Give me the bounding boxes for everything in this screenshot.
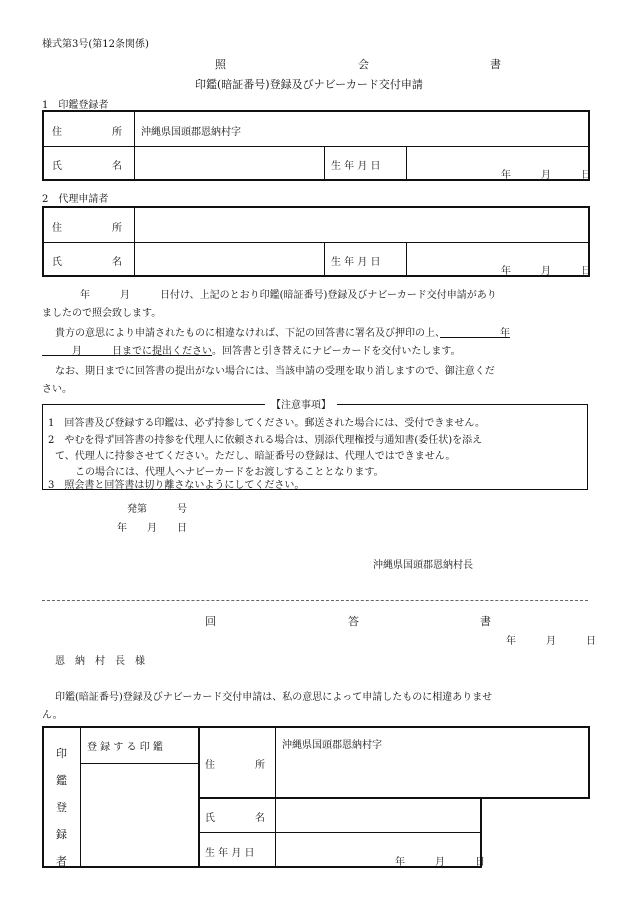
proxy-name-label: 氏 名 <box>52 257 122 268</box>
proxy-birth-label: 生 年 月 日 <box>331 257 381 268</box>
registrant-table <box>42 110 590 181</box>
reply-date: 年 月 日 <box>506 636 596 647</box>
notice-item-2a: 2 やむを得ず回答書の持参を代理人に依頼される場合は、別添代理権授与通知書(委任状)を添え <box>48 435 483 446</box>
proxy-address-label: 住 所 <box>52 223 122 234</box>
paragraph-2-line-2 <box>42 342 461 357</box>
side-label-char: 登 <box>56 801 67 814</box>
reply-addressee: 恩 納 村 長 様 <box>55 656 145 667</box>
notice-item-2b: て、代理人に持参させてください。ただし、暗証番号の登録は、代理人ではできません。 <box>55 451 456 462</box>
reply-address-label: 住 所 <box>205 760 265 771</box>
form-number: 様式第3号(第12条関係) <box>42 39 149 50</box>
seal-impression-area[interactable] <box>82 765 196 865</box>
side-label-char: 印 <box>56 747 67 760</box>
section-registrant-heading: 1 印鑑登録者 <box>42 100 109 111</box>
paragraph-1-line-2: ましたので照会致します。 <box>42 308 162 319</box>
reply-address-value: 沖縄県国頭郡恩納村字 <box>282 740 382 751</box>
reply-statement-line-2: ん。 <box>42 710 63 721</box>
registrant-address-label: 住 所 <box>52 127 122 138</box>
seal-label: 登 録 す る 印 鑑 <box>87 742 163 753</box>
paragraph-3-line-2: さい。 <box>42 384 72 395</box>
notice-item-1: 1 回答書及び登録する印鑑は、必ず持参してください。郵送された場合には、受付できません。 <box>48 418 485 429</box>
issue-date: 年 月 日 <box>117 523 187 534</box>
section-proxy-heading: 2 代理申請者 <box>42 194 109 205</box>
registrant-name-label: 氏 名 <box>52 161 122 172</box>
issuer-name: 沖縄県国頭郡恩納村長 <box>373 560 473 571</box>
side-label-char: 者 <box>56 855 67 868</box>
proxy-birth-date: 年 月 日 <box>501 266 591 277</box>
inquiry-title: 照 会 書 <box>215 58 501 71</box>
registrant-birth-label: 生 年 月 日 <box>331 161 381 172</box>
cut-line <box>42 600 588 601</box>
paragraph-3-line-1: なお、期日までに回答書の提出がない場合には、当該申請の受理を取り消しますので、御注意くだ <box>55 366 495 377</box>
inquiry-subtitle: 印鑑(暗証番号)登録及びナビーカード交付申請 <box>195 78 423 91</box>
reply-name-label: 氏 名 <box>205 813 265 824</box>
registrant-side-label <box>56 740 67 875</box>
registrant-address-value: 沖縄県国頭郡恩納村字 <box>141 127 241 138</box>
deadline-year-blank: 年 <box>440 328 510 339</box>
paragraph-2-text: 貴方の意思により申請されたものに相違なければ、下記の回答書に署名及び押印の上、 <box>55 328 440 339</box>
paragraph-2-line-1 <box>55 324 510 339</box>
side-label-char: 録 <box>56 828 67 841</box>
side-label-char: 鑑 <box>56 774 67 787</box>
reply-table <box>42 726 590 868</box>
notice-title: 【注意事項】 <box>265 396 337 411</box>
registrant-birth-date: 年 月 日 <box>501 170 591 181</box>
paragraph-2-rest: 。回答書と引き替えにナビーカードを交付いたします。 <box>212 346 461 357</box>
notice-item-3: 3 照会書と回答書は切り離さないようにしてください。 <box>48 480 305 491</box>
reply-birth-label: 生 年 月 日 <box>205 848 255 859</box>
reply-name-field[interactable] <box>277 800 477 830</box>
reply-title: 回 答 書 <box>205 615 491 628</box>
deadline-date-blank: 月 日までに提出ください <box>42 346 212 357</box>
reply-birth-date: 年 月 日 <box>395 857 485 868</box>
reply-statement-line-1: 印鑑(暗証番号)登録及びナビーカード交付申請は、私の意思によって申請したものに相違ありませ <box>55 692 493 703</box>
issue-number: 発第 号 <box>127 504 187 515</box>
paragraph-1-line-1: 年 月 日付け、上記のとおり印鑑(暗証番号)登録及びナビーカード交付申請があり <box>80 290 497 301</box>
proxy-table <box>42 206 590 277</box>
notice-item-2c: この場合には、代理人へナビーカードをお渡しすることとなります。 <box>75 467 384 478</box>
